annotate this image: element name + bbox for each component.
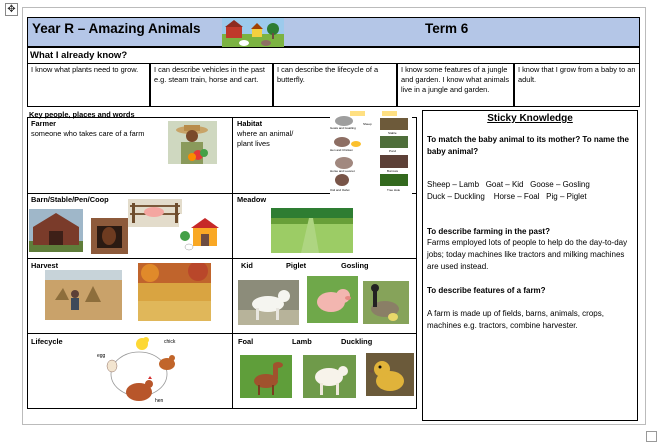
sticky-a2: Farms employed lots of people to help do the day-to-day jobs; today machines like tractors and milking machines are used instead. [427, 238, 628, 271]
stable-image [91, 218, 128, 254]
lifecycle-diagram [97, 334, 182, 408]
sticky-q2: To describe farming in the past? [427, 227, 550, 236]
already-know-cell-2: I can describe vehicles in the past e.g. steam train, horse and cart. [150, 63, 273, 107]
table-resize-handle-icon[interactable] [646, 431, 657, 442]
sticky-pairs-line-2: Duck – Duckling Horse – Foal Pig – Piglet [427, 192, 587, 201]
habitat-label-treehole: Tree Hole [387, 188, 401, 192]
habitat-label-burrows: Burrows [387, 169, 399, 173]
already-know-cell-4: I know some features of a jungle and garden. I know what animals live in a jungle and garden. [397, 63, 514, 107]
duckling-image [366, 353, 414, 396]
barn-title: Barn/Stable/Pen/Coop [31, 195, 109, 204]
habitat-label-goats: Goats and Goatling [330, 126, 356, 130]
sticky-pairs-line-1: Sheep – Lamb Goat – Kid Goose – Gosling [427, 180, 590, 189]
lamb-label: Lamb [292, 337, 312, 346]
farmer-title: Farmer [31, 119, 57, 128]
sticky-a3: A farm is made up of fields, barns, animals, crops, machines e.g. tractors, combine harvester. [427, 309, 604, 330]
farmer-image [168, 121, 217, 164]
term-label: Term 6 [425, 21, 469, 36]
sticky-q1: To match the baby animal to its mother? To name the baby animal? [427, 135, 629, 156]
farm-header-image [222, 18, 284, 48]
piglet-label: Piglet [286, 261, 307, 270]
farmer-desc: someone who takes care of a farm [31, 129, 145, 138]
meadow-image [271, 208, 353, 253]
already-know-cell-3: I can describe the lifecycle of a butterfly. [273, 63, 397, 107]
habitat-label-stable: Stable [388, 131, 397, 135]
pen-image [128, 199, 182, 227]
coop-image [179, 214, 227, 254]
lifecycle-chick-label: chick [164, 339, 176, 345]
harvest-image-1 [45, 270, 122, 320]
sticky-title: Sticky Knowledge [487, 113, 573, 124]
key-people-heading: Key people, places and words [29, 110, 135, 119]
barn-image [29, 209, 83, 252]
sticky-q3: To describe features of a farm? [427, 286, 546, 295]
already-know-cell-5: I know that I grow from a baby to an adult. [514, 63, 640, 107]
grid-hline-3 [27, 333, 417, 334]
habitat-label-hen: Hen and Chicken [330, 148, 354, 152]
foal-label: Foal [238, 337, 254, 346]
harvest-title: Harvest [31, 261, 59, 270]
habitat-label-pond: Pond [389, 149, 397, 153]
kid-image [238, 280, 299, 325]
lifecycle-hen-label: hen [155, 398, 164, 404]
harvest-image-2 [138, 263, 211, 321]
grid-hline-2 [27, 258, 417, 259]
already-know-cell-1: I know what plants need to grow. [27, 63, 150, 107]
piglet-image [307, 276, 358, 323]
habitat-title: Habitat [237, 119, 263, 128]
lifecycle-egg-label: egg [97, 353, 106, 359]
grid-vline [232, 117, 233, 409]
kid-label: Kid [241, 261, 253, 270]
habitat-label-sheep: Sheep [363, 122, 372, 126]
foal-image [240, 355, 292, 398]
page-title: Year R – Amazing Animals [32, 21, 201, 36]
habitat-desc: where an animal/ plant lives [237, 129, 294, 148]
duckling-label: Duckling [341, 337, 373, 346]
habitat-label-horse: Horse and Leveret [330, 169, 355, 173]
lifecycle-title: Lifecycle [31, 337, 63, 346]
table-move-handle-icon[interactable]: ✥ [5, 3, 18, 16]
habitat-chart-image [330, 110, 412, 194]
gosling-label: Gosling [341, 261, 369, 270]
already-know-heading: What I already know? [30, 50, 128, 61]
habitat-label-owl: Owl and Owlet [330, 188, 350, 192]
lamb-image [303, 355, 356, 398]
meadow-title: Meadow [237, 195, 267, 204]
gosling-image [363, 281, 409, 324]
